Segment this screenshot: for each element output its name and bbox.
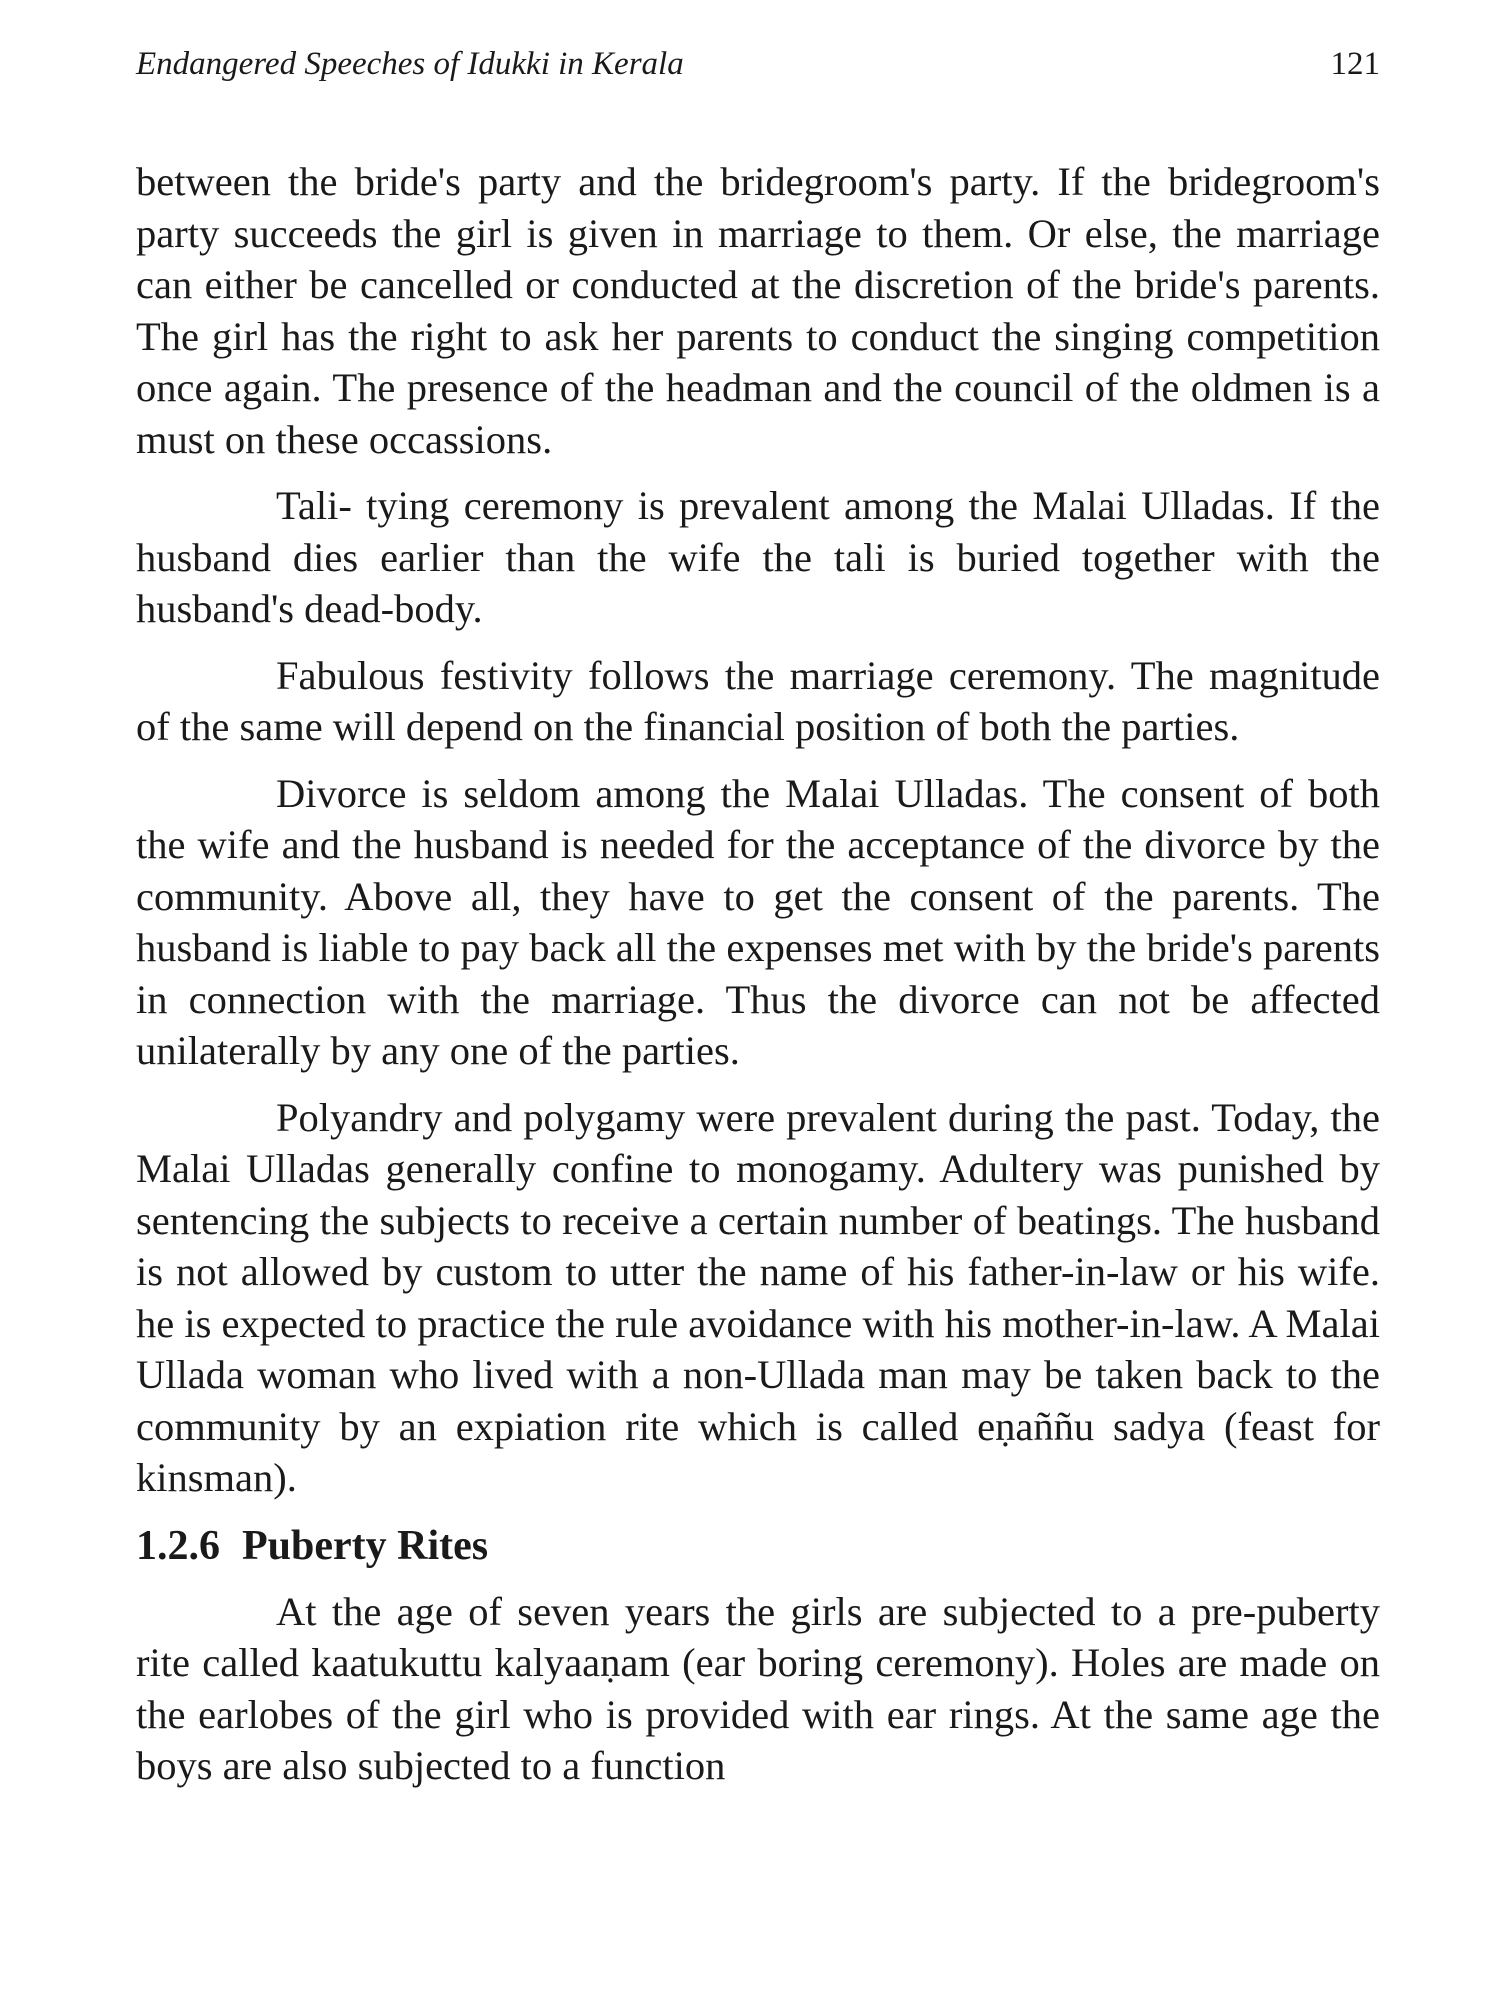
section-title: Puberty Rites bbox=[242, 1522, 489, 1569]
running-header bbox=[136, 36, 1380, 92]
paragraph-tali-tying: Tali- tying ceremony is prevalent among the Malai Ulladas. If the husband dies earlier than the wife the tali is buried together with the husband's dead-body. bbox=[136, 483, 1380, 631]
body-text bbox=[136, 156, 1380, 1792]
paragraph-continuation: between the bride's party and the bridegroom's party. If the bridegroom's party succeeds the girl is given in marriage to them. Or else, the marriage can either be cancelled or conducted at the discretion of the bride's parents. The girl has the right to ask her parents to conduct the singing competition once again. The presence of the headman and the council of the oldmen is a must on these occassions. bbox=[136, 159, 1380, 462]
section-number: 1.2.6 bbox=[136, 1522, 220, 1569]
running-title: Endangered Speeches of Idukki in Kerala bbox=[136, 46, 684, 82]
section-heading bbox=[136, 1520, 1380, 1572]
book-page bbox=[136, 36, 1380, 1976]
paragraph-festivity: Fabulous festivity follows the marriage ceremony. The magnitude of the same will depend on the financial position of both the parties. bbox=[136, 652, 1380, 749]
paragraph-polyandry: Polyandry and polygamy were prevalent during the past. Today, the Malai Ulladas generally confine to monogamy. Adultery was punished by sentencing the subjects to receive a certain number of beatings. The husband is not allowed by custom to utter the name of his father-in-law or his wife. he is expected to practice the rule avoidance with his mother-in-law. A Malai Ullada woman who lived with a non-Ullada man may be taken back to the community by an expiation rite which is called eṇaññu sadya (feast for kinsman). bbox=[136, 1094, 1380, 1500]
paragraph-divorce: Divorce is seldom among the Malai Ulladas. The consent of both the wife and the husband is needed for the acceptance of the divorce by the community. Above all, they have to get the consent of the parents. The husband is liable to pay back all the expenses met with by the bride's parents in connection with the marriage. Thus the divorce can not be affected unilaterally by any one of the parties. bbox=[136, 770, 1380, 1073]
paragraph-puberty-rites: At the age of seven years the girls are subjected to a pre-puberty rite called kaatukuttu kalyaaṇam (ear boring ceremony). Holes are made on the earlobes of the girl who is provided with ear rings. At the same age the boys are also subjected to a function bbox=[136, 1588, 1380, 1788]
page-number: 121 bbox=[1330, 46, 1380, 82]
